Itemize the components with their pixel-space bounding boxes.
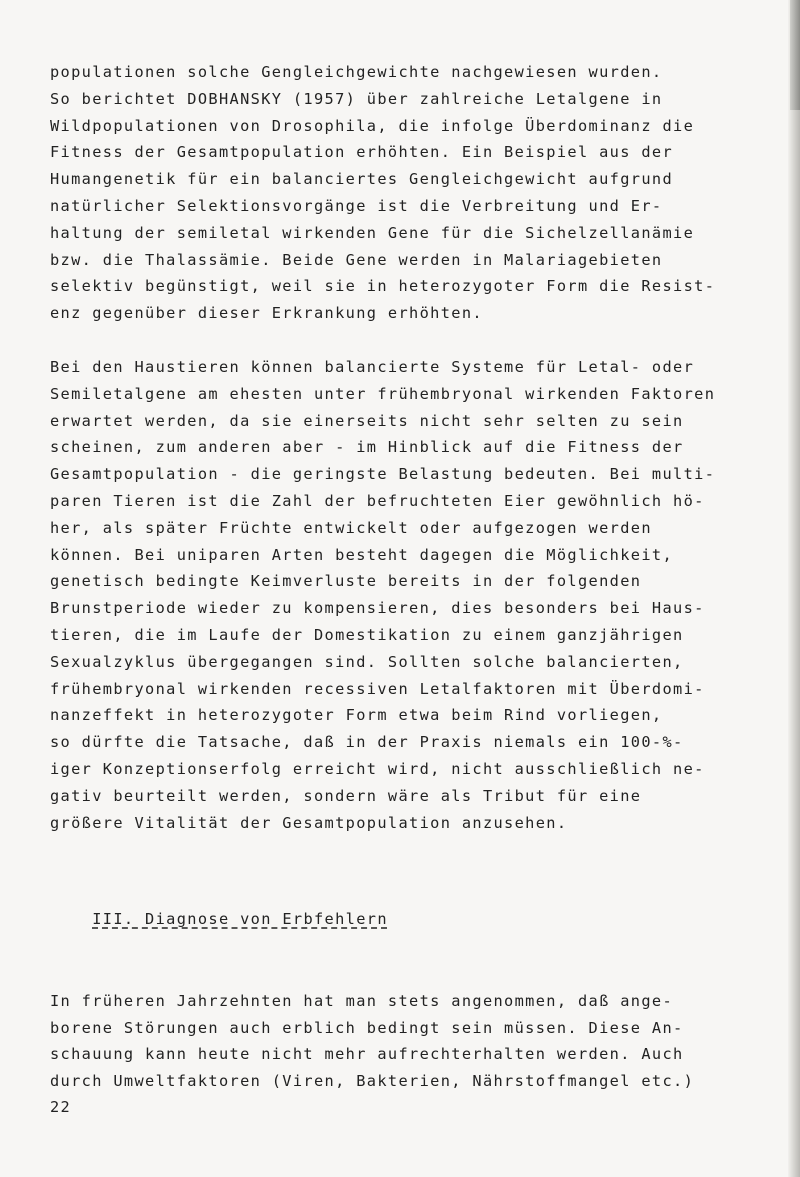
text-line: nanzeffekt in heterozygoter Form etwa beim Rind vorliegen, bbox=[50, 706, 663, 725]
text-line: Sexualzyklus übergegangen sind. Sollten solche balancierten, bbox=[50, 652, 684, 671]
text-line: durch Umweltfaktoren (Viren, Bakterien, Nährstoffmangel etc.) bbox=[50, 1072, 695, 1091]
text-line: scheinen, zum anderen aber - im Hinblick auf die Fitness der bbox=[50, 438, 684, 457]
document-page bbox=[50, 59, 760, 1095]
text-line: natürlicher Selektionsvorgänge ist die Verbreitung und Er- bbox=[50, 196, 663, 215]
text-line: borene Störungen auch erblich bedingt sein müssen. Diese An- bbox=[50, 1018, 684, 1037]
page-number: 22 bbox=[50, 1098, 72, 1116]
text-line: frühembryonal wirkenden recessiven Letalfaktoren mit Überdomi- bbox=[50, 679, 705, 698]
paragraph-1 bbox=[50, 59, 760, 327]
text-line: iger Konzeptionserfolg erreicht wird, nicht ausschließlich ne- bbox=[50, 759, 705, 778]
text-line: größere Vitalität der Gesamtpopulation anzusehen. bbox=[50, 813, 568, 832]
text-line: populationen solche Gengleichgewichte nachgewiesen wurden. bbox=[50, 63, 663, 81]
page-edge-shadow bbox=[788, 0, 800, 1177]
text-line: so dürfte die Tatsache, daß in der Praxis niemals ein 100-%- bbox=[50, 733, 684, 752]
text-line: gativ beurteilt werden, sondern wäre als Tribut für eine bbox=[50, 786, 642, 805]
text-line: haltung der semiletal wirkenden Gene für die Sichelzellanämie bbox=[50, 223, 695, 242]
text-line: bzw. die Thalassämie. Beide Gene werden in Malariagebieten bbox=[50, 250, 663, 269]
section-heading bbox=[50, 879, 760, 959]
page-edge-top-shadow bbox=[790, 0, 800, 110]
text-line: tieren, die im Laufe der Domestikation zu einem ganzjährigen bbox=[50, 625, 684, 644]
text-line: paren Tieren ist die Zahl der befruchteten Eier gewöhnlich hö- bbox=[50, 491, 705, 510]
text-line: Wildpopulationen von Drosophila, die infolge Überdominanz die bbox=[50, 116, 695, 135]
text-line: können. Bei uniparen Arten besteht dagegen die Möglichkeit, bbox=[50, 545, 674, 564]
paragraph-2 bbox=[50, 354, 760, 836]
text-line: Semiletalgene am ehesten unter frühembryonal wirkenden Faktoren bbox=[50, 384, 716, 403]
text-line: Brunstperiode wieder zu kompensieren, dies besonders bei Haus- bbox=[50, 599, 705, 618]
text-line: genetisch bedingte Keimverluste bereits in der folgenden bbox=[50, 572, 642, 591]
text-line: Humangenetik für ein balanciertes Gengleichgewicht aufgrund bbox=[50, 170, 674, 189]
section-heading-text: III. Diagnose von Erbfehlern bbox=[92, 910, 388, 929]
text-line: Gesamtpopulation - die geringste Belastung bedeuten. Bei multi- bbox=[50, 465, 716, 484]
text-line: erwartet werden, da sie einerseits nicht sehr selten zu sein bbox=[50, 411, 684, 430]
text-line: Bei den Haustieren können balancierte Systeme für Letal- oder bbox=[50, 357, 695, 376]
paragraph-3 bbox=[50, 988, 760, 1095]
text-line: Fitness der Gesamtpopulation erhöhten. Ein Beispiel aus der bbox=[50, 143, 674, 162]
text-line: her, als später Früchte entwickelt oder aufgezogen werden bbox=[50, 518, 652, 537]
text-line: So berichtet DOBHANSKY (1957) über zahlreiche Letalgene in bbox=[50, 89, 663, 108]
text-line: In früheren Jahrzehnten hat man stets angenommen, daß ange- bbox=[50, 991, 674, 1010]
text-line: schauung kann heute nicht mehr aufrechterhalten werden. Auch bbox=[50, 1045, 684, 1064]
text-line: enz gegenüber dieser Erkrankung erhöhten. bbox=[50, 304, 483, 323]
text-line: selektiv begünstigt, weil sie in heterozygoter Form die Resist- bbox=[50, 277, 716, 296]
